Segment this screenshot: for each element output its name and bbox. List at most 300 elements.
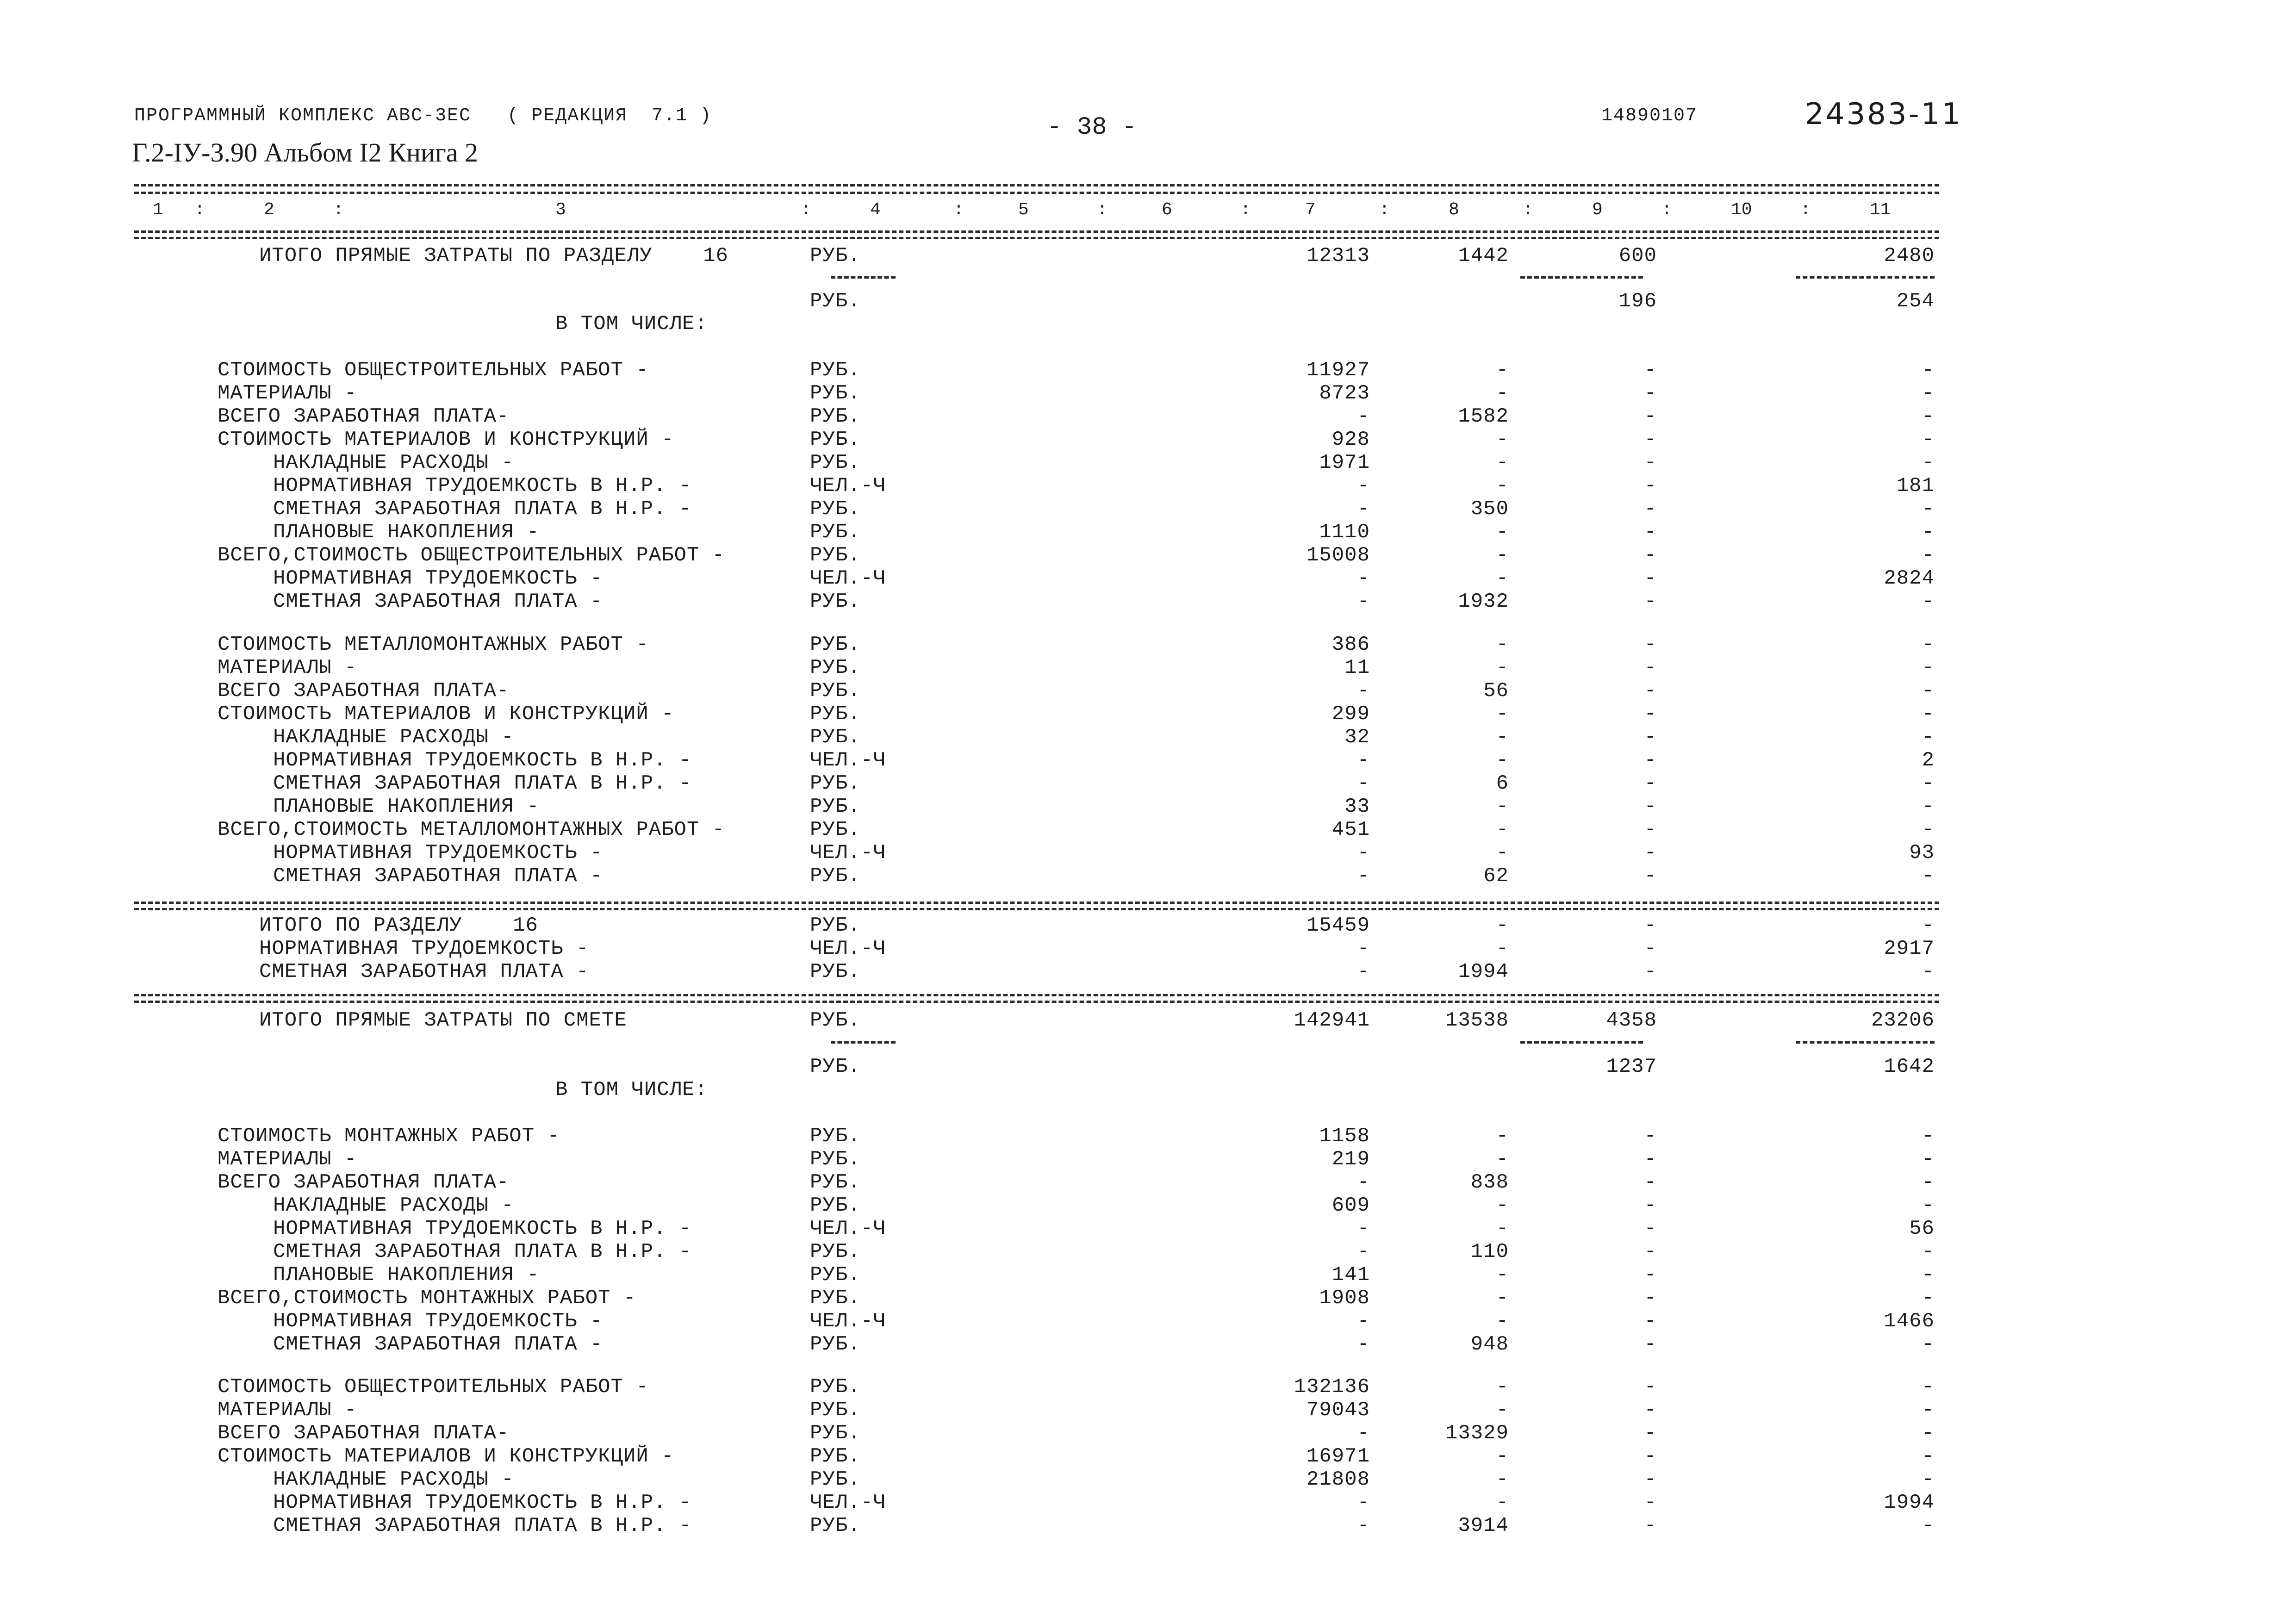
row-unit: РУБ. [810,1263,861,1287]
row-unit: РУБ. [810,914,861,937]
column-number: 8 [1449,200,1459,220]
cell-col7: - [1357,772,1370,795]
cell-col8: - [1496,1194,1509,1217]
cell-col11: 2480 [1884,244,1935,267]
row-label: ИТОГО ПО РАЗДЕЛУ 16 [259,914,538,937]
rule-section-end-2 [134,908,1939,910]
row-unit: РУБ. [810,633,861,656]
subtotal-rule-unit-2 [831,1041,896,1044]
cell-col8: - [1496,1468,1509,1491]
row-unit: РУБ. [810,1514,861,1537]
cell-col9: - [1644,1468,1657,1491]
table-row [0,1468,2296,1491]
row-unit: РУБ. [810,290,861,313]
cell-col9: 600 [1618,244,1657,267]
rule-header-bottom-2 [134,237,1939,239]
cell-col7: 79043 [1306,1399,1370,1422]
section-subheading: В ТОМ ЧИСЛЕ: [555,1078,708,1101]
cell-col8: - [1496,1125,1509,1148]
table-row [0,1125,2296,1148]
row-label: СМЕТНАЯ ЗАРАБОТНАЯ ПЛАТА В Н.Р. - [273,497,692,521]
cell-col7: - [1357,590,1370,613]
cell-col8: 1582 [1458,405,1509,428]
cell-col9: - [1644,1217,1657,1240]
table-row [0,544,2296,567]
cell-col7: 11 [1344,656,1370,679]
cell-col8: 838 [1470,1171,1509,1194]
column-separator: : [1097,200,1108,220]
table-row [0,244,2296,267]
cell-col7: 451 [1332,818,1370,841]
row-unit: РУБ. [810,1399,861,1422]
cell-col11: - [1922,726,1935,749]
cell-col7: 299 [1332,703,1370,726]
row-label: СТОИМОСТЬ МАТЕРИАЛОВ И КОНСТРУКЦИЙ - [218,428,674,451]
cell-col7: 386 [1332,633,1370,656]
cell-col9: - [1644,497,1657,521]
column-number: 9 [1592,200,1603,220]
cell-col8: - [1496,1263,1509,1287]
cell-col11: 23206 [1871,1009,1935,1032]
table-row [0,474,2296,497]
row-label: СМЕТНАЯ ЗАРАБОТНАЯ ПЛАТА В Н.Р. - [273,772,692,795]
cell-col11: - [1922,818,1935,841]
row-label: ПЛАНОВЫЕ НАКОПЛЕНИЯ - [273,1263,540,1287]
cell-col9: - [1644,451,1657,474]
cell-col9: - [1644,1263,1657,1287]
table-row [0,937,2296,960]
row-unit: РУБ. [810,679,861,703]
table-row [0,1078,2296,1101]
table-row [0,1009,2296,1032]
column-separator: : [801,200,811,220]
cell-col8: - [1496,703,1509,726]
cell-col7: 21808 [1306,1468,1370,1491]
row-unit: РУБ. [810,772,861,795]
row-label: СМЕТНАЯ ЗАРАБОТНАЯ ПЛАТА - [273,864,603,888]
cell-col11: 254 [1896,290,1935,313]
row-label: НАКЛАДНЫЕ РАСХОДЫ - [273,1468,514,1491]
cell-col9: - [1644,749,1657,772]
cell-col9: - [1644,633,1657,656]
table-row [0,726,2296,749]
subtotal-rule-c11-2 [1796,1041,1935,1044]
cell-col11: 2 [1922,749,1935,772]
cell-col9: - [1644,937,1657,960]
rule-top [134,184,1939,187]
cell-col9: - [1644,1399,1657,1422]
table-row [0,818,2296,841]
table-row [0,1287,2296,1310]
table-row [0,1445,2296,1468]
table-row [0,656,2296,679]
rule-header-bottom [134,230,1939,233]
cell-col11: - [1922,960,1935,983]
row-label: НОРМАТИВНАЯ ТРУДОЕМКОСТЬ В Н.Р. - [273,749,692,772]
cell-col9: - [1644,656,1657,679]
row-label: НОРМАТИВНАЯ ТРУДОЕМКОСТЬ В Н.Р. - [273,474,692,497]
subtotal-rule-c9-1 [1520,276,1643,279]
section-subheading: В ТОМ ЧИСЛЕ: [555,312,708,336]
table-row [0,703,2296,726]
row-label: ИТОГО ПРЯМЫЕ ЗАТРАТЫ ПО РАЗДЕЛУ 16 [259,244,728,267]
cell-col7: 16971 [1306,1445,1370,1468]
cell-col8: 350 [1470,497,1509,521]
table-row [0,359,2296,382]
cell-col9: - [1644,1310,1657,1333]
cell-col11: - [1922,521,1935,544]
row-unit: РУБ. [810,726,861,749]
column-number: 1 [153,200,163,220]
cell-col8: - [1496,818,1509,841]
cell-col8: - [1496,1148,1509,1171]
subtotal-rule-c11-1 [1796,276,1935,279]
row-label: СМЕТНАЯ ЗАРАБОТНАЯ ПЛАТА - [273,1333,603,1356]
row-unit: РУБ. [810,405,861,428]
row-unit: ЧЕЛ.-Ч [810,1310,886,1333]
cell-col9: - [1644,1422,1657,1445]
cell-col9: - [1644,590,1657,613]
cell-col11: - [1922,679,1935,703]
row-unit: РУБ. [810,428,861,451]
cell-col11: - [1922,703,1935,726]
cell-col11: - [1922,1263,1935,1287]
cell-col9: - [1644,1491,1657,1514]
cell-col11: 1642 [1884,1055,1935,1078]
table-row [0,1333,2296,1356]
row-unit: РУБ. [810,590,861,613]
table-row [0,567,2296,590]
table-row [0,312,2296,336]
row-label: СТОИМОСТЬ МАТЕРИАЛОВ И КОНСТРУКЦИЙ - [218,1445,674,1468]
cell-col7: - [1357,1422,1370,1445]
table-row [0,1422,2296,1445]
cell-col11: 93 [1909,841,1935,864]
row-unit: РУБ. [810,1148,861,1171]
row-label: СМЕТНАЯ ЗАРАБОТНАЯ ПЛАТА В Н.Р. - [273,1240,692,1263]
column-separator: : [1523,200,1533,220]
row-label: НОРМАТИВНАЯ ТРУДОЕМКОСТЬ В Н.Р. - [273,1217,692,1240]
cell-col7: 142941 [1294,1009,1370,1032]
cell-col11: - [1922,428,1935,451]
column-separator: : [1661,200,1672,220]
cell-col9: - [1644,726,1657,749]
cell-col8: 1994 [1458,960,1509,983]
row-unit: РУБ. [810,244,861,267]
cell-col7: 132136 [1294,1375,1370,1399]
cell-col8: - [1496,428,1509,451]
cell-col7: - [1357,864,1370,888]
cell-col9: - [1644,1287,1657,1310]
rule-top-2 [134,192,1939,194]
column-separator: : [953,200,964,220]
cell-col7: - [1357,474,1370,497]
subtotal-rule-unit-1 [831,276,896,279]
row-label: НОРМАТИВНАЯ ТРУДОЕМКОСТЬ - [259,937,589,960]
cell-col7: 1908 [1319,1287,1370,1310]
cell-col7: 1971 [1319,451,1370,474]
cell-col7: - [1357,405,1370,428]
column-separator: : [333,200,344,220]
cell-col8: 1442 [1458,244,1509,267]
table-row [0,749,2296,772]
row-unit: ЧЕЛ.-Ч [810,474,886,497]
table-row [0,1055,2296,1078]
cell-col11: - [1922,1445,1935,1468]
cell-col9: 196 [1618,290,1657,313]
cell-col11: - [1922,1240,1935,1263]
column-number: 11 [1870,200,1891,220]
row-label: ВСЕГО ЗАРАБОТНАЯ ПЛАТА- [218,679,510,703]
cell-col11: - [1922,1287,1935,1310]
row-unit: РУБ. [810,818,861,841]
cell-col7: - [1357,1171,1370,1194]
cell-col11: - [1922,1125,1935,1148]
cell-col8: - [1496,382,1509,405]
row-unit: ЧЕЛ.-Ч [810,841,886,864]
cell-col9: - [1644,1445,1657,1468]
row-unit: ЧЕЛ.-Ч [810,567,886,590]
cell-col7: 928 [1332,428,1370,451]
cell-col8: - [1496,633,1509,656]
table-row [0,451,2296,474]
cell-col8: - [1496,841,1509,864]
column-number: 4 [870,200,881,220]
cell-col9: 4358 [1606,1009,1657,1032]
row-label: НОРМАТИВНАЯ ТРУДОЕМКОСТЬ - [273,841,603,864]
cell-col9: - [1644,428,1657,451]
column-number: 5 [1018,200,1029,220]
cell-col11: - [1922,1422,1935,1445]
row-label: МАТЕРИАЛЫ - [218,1399,357,1422]
cell-col9: - [1644,1171,1657,1194]
cell-col7: 219 [1332,1148,1370,1171]
cell-col7: - [1357,1491,1370,1514]
row-unit: РУБ. [810,656,861,679]
row-label: ИТОГО ПРЯМЫЕ ЗАТРАТЫ ПО СМЕТЕ [259,1009,627,1032]
cell-col9: - [1644,1514,1657,1537]
table-row [0,1240,2296,1263]
row-label: СМЕТНАЯ ЗАРАБОТНАЯ ПЛАТА - [259,960,589,983]
column-number: 6 [1162,200,1172,220]
row-unit: РУБ. [810,795,861,818]
cell-col7: 141 [1332,1263,1370,1287]
page-number: - 38 - [1047,113,1137,142]
rule-total-start-2 [134,1001,1939,1003]
cell-col8: - [1496,1287,1509,1310]
row-label: СТОИМОСТЬ МЕТАЛЛОМОНТАЖНЫХ РАБОТ - [218,633,649,656]
cell-col8: 6 [1496,772,1509,795]
row-label: ВСЕГО ЗАРАБОТНАЯ ПЛАТА- [218,1171,510,1194]
cell-col7: - [1357,1217,1370,1240]
table-row [0,1514,2296,1537]
row-label: ВСЕГО ЗАРАБОТНАЯ ПЛАТА- [218,1422,510,1445]
row-label: НОРМАТИВНАЯ ТРУДОЕМКОСТЬ - [273,567,603,590]
cell-col9: - [1644,914,1657,937]
row-label: ВСЕГО,СТОИМОСТЬ МОНТАЖНЫХ РАБОТ - [218,1287,636,1310]
cell-col11: - [1922,1333,1935,1356]
row-label: СТОИМОСТЬ ОБЩЕСТРОИТЕЛЬНЫХ РАБОТ - [218,1375,649,1399]
column-number: 7 [1305,200,1316,220]
row-label: СТОИМОСТЬ МОНТАЖНЫХ РАБОТ - [218,1125,560,1148]
cell-col7: - [1357,1333,1370,1356]
cell-col7: - [1357,749,1370,772]
table-row [0,864,2296,888]
cell-col7: - [1357,679,1370,703]
cell-col11: - [1922,497,1935,521]
inventory-stamp: 24383-11 [1805,97,1963,131]
row-unit: РУБ. [810,1009,861,1032]
table-row [0,1263,2296,1287]
table-row [0,382,2296,405]
row-label: ПЛАНОВЫЕ НАКОПЛЕНИЯ - [273,521,540,544]
column-separator: : [194,200,205,220]
row-unit: РУБ. [810,497,861,521]
column-separator: : [1240,200,1251,220]
rule-total-start [134,994,1939,996]
column-number: 3 [555,200,566,220]
cell-col11: - [1922,633,1935,656]
cell-col9: - [1644,679,1657,703]
cell-col9: - [1644,772,1657,795]
table-row [0,1310,2296,1333]
cell-col9: - [1644,1148,1657,1171]
cell-col11: - [1922,656,1935,679]
table-row [0,1399,2296,1422]
cell-col9: - [1644,703,1657,726]
cell-col8: 948 [1470,1333,1509,1356]
subtotal-rule-c9-2 [1520,1041,1643,1044]
cell-col9: - [1644,818,1657,841]
cell-col11: - [1922,544,1935,567]
row-unit: РУБ. [810,1375,861,1399]
cell-col11: - [1922,1148,1935,1171]
cell-col7: 1110 [1319,521,1370,544]
cell-col8: 3914 [1458,1514,1509,1537]
row-unit: РУБ. [810,864,861,888]
cell-col9: 1237 [1606,1055,1657,1078]
cell-col11: - [1922,864,1935,888]
row-label: НАКЛАДНЫЕ РАСХОДЫ - [273,1194,514,1217]
cell-col8: - [1496,656,1509,679]
row-unit: РУБ. [810,1422,861,1445]
row-unit: РУБ. [810,1445,861,1468]
cell-col9: - [1644,1375,1657,1399]
row-unit: РУБ. [810,1171,861,1194]
cell-col11: - [1922,772,1935,795]
cell-col9: - [1644,841,1657,864]
column-separator: : [1800,200,1811,220]
table-row [0,633,2296,656]
rule-section-end [134,902,1939,904]
row-unit: РУБ. [810,1333,861,1356]
cell-col8: - [1496,451,1509,474]
row-unit: ЧЕЛ.-Ч [810,1491,886,1514]
cell-col9: - [1644,960,1657,983]
cell-col11: 1994 [1884,1491,1935,1514]
cell-col8: - [1496,1399,1509,1422]
table-row [0,590,2296,613]
cell-col8: 56 [1483,679,1509,703]
table-row [0,679,2296,703]
cell-col11: - [1922,451,1935,474]
cell-col9: - [1644,474,1657,497]
table-row [0,428,2296,451]
cell-col7: 609 [1332,1194,1370,1217]
row-unit: РУБ. [810,1468,861,1491]
row-label: МАТЕРИАЛЫ - [218,382,357,405]
row-label: МАТЕРИАЛЫ - [218,656,357,679]
row-unit: ЧЕЛ.-Ч [810,937,886,960]
table-row [0,1375,2296,1399]
row-label: ВСЕГО,СТОИМОСТЬ МЕТАЛЛОМОНТАЖНЫХ РАБОТ - [218,818,725,841]
cell-col7: - [1357,1514,1370,1537]
column-number: 2 [264,200,274,220]
cell-col11: - [1922,795,1935,818]
table-row [0,1148,2296,1171]
cell-col9: - [1644,1125,1657,1148]
table-row [0,914,2296,937]
cell-col9: - [1644,1194,1657,1217]
cell-col8: - [1496,521,1509,544]
table-row [0,1171,2296,1194]
row-label: НАКЛАДНЫЕ РАСХОДЫ - [273,726,514,749]
cell-col11: - [1922,914,1935,937]
table-row [0,497,2296,521]
cell-col11: 56 [1909,1217,1935,1240]
cell-col7: 8723 [1319,382,1370,405]
row-unit: РУБ. [810,359,861,382]
cell-col8: - [1496,1310,1509,1333]
row-unit: РУБ. [810,521,861,544]
table-row [0,1217,2296,1240]
cell-col11: - [1922,1514,1935,1537]
cell-col7: 11927 [1306,359,1370,382]
row-label: НОРМАТИВНАЯ ТРУДОЕМКОСТЬ В Н.Р. - [273,1491,692,1514]
row-unit: РУБ. [810,1125,861,1148]
row-unit: РУБ. [810,1240,861,1263]
column-number: 10 [1731,200,1752,220]
document-code: 14890107 [1601,106,1698,126]
row-unit: РУБ. [810,703,861,726]
cell-col8: 13538 [1445,1009,1509,1032]
album-title: Г.2-IУ-3.90 Альбом I2 Книга 2 [132,137,478,168]
cell-col11: 1466 [1884,1310,1935,1333]
cell-col8: - [1496,1491,1509,1514]
cell-col9: - [1644,359,1657,382]
cell-col8: - [1496,1445,1509,1468]
cell-col9: - [1644,405,1657,428]
row-label: СТОИМОСТЬ ОБЩЕСТРОИТЕЛЬНЫХ РАБОТ - [218,359,649,382]
cell-col7: 15008 [1306,544,1370,567]
cell-col11: - [1922,405,1935,428]
cell-col8: - [1496,544,1509,567]
cell-col8: - [1496,937,1509,960]
row-label: СМЕТНАЯ ЗАРАБОТНАЯ ПЛАТА В Н.Р. - [273,1514,692,1537]
row-unit: ЧЕЛ.-Ч [810,749,886,772]
program-header: ПРОГРАММНЫЙ КОМПЛЕКС АВС-3ЕС ( РЕДАКЦИЯ 7.1 ) [134,106,712,126]
cell-col8: - [1496,749,1509,772]
cell-col9: - [1644,521,1657,544]
cell-col8: - [1496,359,1509,382]
row-unit: ЧЕЛ.-Ч [810,1217,886,1240]
cell-col9: - [1644,1333,1657,1356]
cell-col9: - [1644,544,1657,567]
cell-col7: - [1357,937,1370,960]
cell-col11: - [1922,1194,1935,1217]
cell-col7: - [1357,497,1370,521]
cell-col8: - [1496,567,1509,590]
